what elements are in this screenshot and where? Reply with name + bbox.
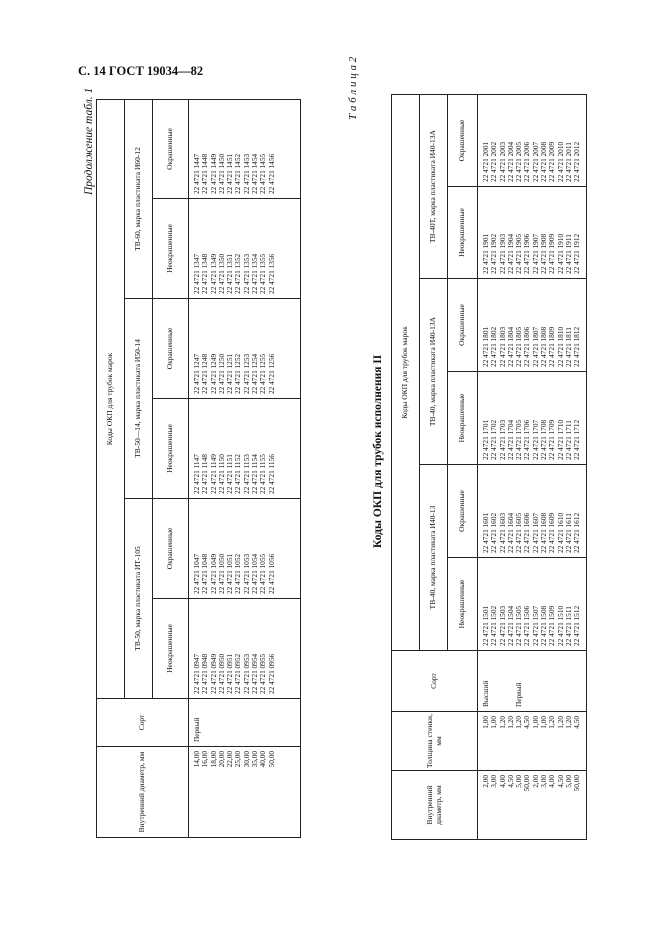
t1-header-grade: Сорт bbox=[97, 699, 189, 747]
continuation-label: Продолжение табл. 1 bbox=[83, 87, 95, 195]
t2-codes-col: 22 4721 1501 22 4721 1502 22 4721 1503 22 4721 1504 22 4721 1505 22 4721 1506 22 4721 1507 22 4721 1508 22 4721 1509 22 4721 1510 22 4721 1511 22 4721 1512 bbox=[478, 558, 587, 651]
t1-codes-col: 22 4721 1447 22 4721 1448 22 4721 1449 22 4721 1450 22 4721 1451 22 4721 1452 22 4721 1453 22 4721 1454 22 4721 1455 22 4721 1456 bbox=[189, 99, 301, 198]
t2-grade-first: Первый bbox=[514, 682, 523, 707]
t2-codes-col: 22 4721 1701 22 4721 1702 22 4721 1703 22 4721 1704 22 4721 1705 22 4721 1706 22 4721 1707 22 4721 1708 22 4721 1709 22 4721 1710 22 4721 1711 22 4721 1712 bbox=[478, 372, 587, 465]
t1-codes-col: 22 4721 1147 22 4721 1148 22 4721 1149 22 4721 1150 22 4721 1151 22 4721 1152 22 4721 1153 22 4721 1154 22 4721 1155 22 4721 1156 bbox=[189, 399, 301, 499]
t2-thickness-list: 1,00 1,00 1,20 1,20 1,20 4,50 1,00 1,00 1,20 1,20 1,20 4,50 bbox=[478, 712, 587, 771]
t1-header-unpainted: Неокрашенные bbox=[153, 199, 189, 299]
t1-codes-col: 22 4721 1347 22 4721 1348 22 4721 1349 22 4721 1350 22 4721 1351 22 4721 1352 22 4721 1353 22 4721 1354 22 4721 1355 22 4721 1356 bbox=[189, 199, 301, 299]
t1-header-unpainted: Неокрашенные bbox=[153, 399, 189, 499]
t2-header-painted: Окрашенные bbox=[448, 94, 478, 186]
t2-grade-highest: Высший bbox=[481, 680, 490, 707]
t2-header-brand-tv40t-i40-13a: ТВ-40Т, марка пластиката И40-13А bbox=[420, 94, 448, 278]
t1-header-brand-tv50: ТВ-50, марка пластиката ИТ-105 bbox=[125, 499, 153, 699]
page-header: С. 14 ГОСТ 19034—82 bbox=[78, 64, 204, 78]
t2-grade-cell bbox=[478, 651, 587, 712]
t2-header-thickness: Толщина стенки, мм bbox=[392, 712, 478, 771]
table-2-title: Коды ОКП для трубок исполнения II bbox=[372, 354, 384, 548]
t1-header-group: Коды ОКП для трубок марок bbox=[97, 99, 125, 698]
t2-header-painted: Окрашенные bbox=[448, 465, 478, 558]
t2-header-brand-tv40-i40-13: ТВ-40, марка пластиката И40-13 bbox=[420, 465, 448, 651]
t1-header-painted: Окрашенные bbox=[153, 299, 189, 399]
t2-header-group: Коды ОКП для трубок марок bbox=[392, 94, 420, 650]
t1-header-diameter: Внутренний диаметр, мм bbox=[97, 747, 189, 838]
t2-header-unpainted: Неокрашенные bbox=[448, 187, 478, 279]
t1-grade: Первый bbox=[189, 699, 301, 747]
t2-diameter-list: 2,00 3,00 4,00 4,50 5,00 50,00 2,00 3,00 4,00 4,50 5,00 50,00 bbox=[478, 771, 587, 840]
table-1 bbox=[96, 100, 300, 838]
t2-codes-col: 22 4721 2001 22 4721 2002 22 4721 2003 22 4721 2004 22 4721 2005 22 4721 2006 22 4721 2007 22 4721 2008 22 4721 2009 22 4721 2010 22 4721 2011 22 4721 2012 bbox=[478, 94, 587, 186]
table-2 bbox=[391, 95, 585, 840]
t1-codes-col: 22 4721 1047 22 4721 1048 22 4721 1049 22 4721 1050 22 4721 1051 22 4721 1052 22 4721 1053 22 4721 1054 22 4721 1055 22 4721 1056 bbox=[189, 499, 301, 599]
t2-header-unpainted: Неокрашенные bbox=[448, 372, 478, 465]
t2-header-brand-tv40-i40-13a: ТВ-40, марка пластиката И40-13А bbox=[420, 279, 448, 465]
t1-header-brand-tv60: ТВ-60, марка пластиката И60-12 bbox=[125, 99, 153, 298]
t1-codes-col: 22 4721 1247 22 4721 1248 22 4721 1249 22 4721 1250 22 4721 1251 22 4721 1252 22 4721 1253 22 4721 1254 22 4721 1255 22 4721 1256 bbox=[189, 299, 301, 399]
t2-header-painted: Окрашенные bbox=[448, 279, 478, 372]
t2-codes-col: 22 4721 1901 22 4721 1902 22 4721 1903 22 4721 1904 22 4721 1905 22 4721 1906 22 4721 1907 22 4721 1908 22 4721 1909 22 4721 1910 22 4721 1911 22 4721 1912 bbox=[478, 187, 587, 279]
t2-header-diameter: Внутренний диаметр, мм bbox=[392, 771, 478, 840]
t1-header-brand-tv50-14: ТВ-50—14, марка пластиката И50-14 bbox=[125, 299, 153, 499]
table-2-label: Т а б л и ц а 2 bbox=[347, 56, 359, 120]
t1-header-unpainted: Неокрашенные bbox=[153, 599, 189, 699]
t2-codes-col: 22 4721 1801 22 4721 1802 22 4721 1803 22 4721 1804 22 4721 1805 22 4721 1806 22 4721 1807 22 4721 1808 22 4721 1809 22 4721 1810 22 4721 1811 22 4721 1812 bbox=[478, 279, 587, 372]
t1-diameter-list: 14,00 16,00 18,00 20,00 22,00 25,00 30,00 35,00 40,00 50,00 bbox=[189, 747, 301, 838]
t2-header-grade: Сорт bbox=[392, 651, 478, 712]
t1-header-painted: Окрашенные bbox=[153, 499, 189, 599]
t1-header-painted: Окрашенные bbox=[153, 99, 189, 198]
t1-codes-col: 22 4721 0947 22 4721 0948 22 4721 0949 22 4721 0950 22 4721 0951 22 4721 0952 22 4721 0953 22 4721 0954 22 4721 0955 22 4721 0956 bbox=[189, 599, 301, 699]
t2-codes-col: 22 4721 1601 22 4721 1602 22 4721 1603 22 4721 1604 22 4721 1605 22 4721 1606 22 4721 1607 22 4721 1608 22 4721 1609 22 4721 1610 22 4721 1611 22 4721 1612 bbox=[478, 465, 587, 558]
t2-header-unpainted: Неокрашенные bbox=[448, 558, 478, 651]
